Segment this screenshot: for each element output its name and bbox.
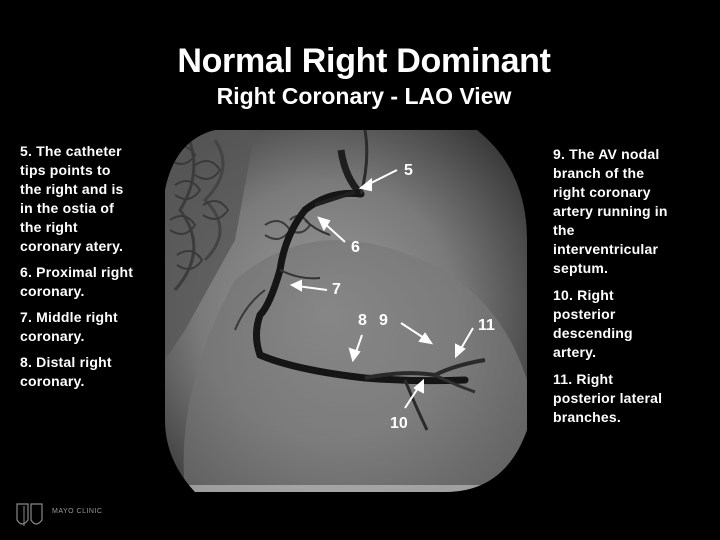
label-6: 6 <box>351 239 360 256</box>
label-11: 11 <box>478 317 495 334</box>
logo-text: MAYO CLINIC <box>52 508 103 515</box>
note-6: 6. Proximal right coronary. <box>20 264 134 299</box>
slide-subtitle: Right Coronary - LAO View <box>216 83 512 109</box>
label-5: 5 <box>404 162 413 179</box>
note-9: 9. The AV nodal branch of the right coronary artery running in the interventricular septum. <box>553 146 668 276</box>
right-notes <box>553 145 713 435</box>
note-10: 10. Right posterior descending artery. <box>553 287 633 360</box>
angiogram-image <box>165 130 527 492</box>
left-notes <box>20 142 175 398</box>
label-7: 7 <box>332 281 341 298</box>
note-11: 11. Right posterior lateral branches. <box>553 371 663 425</box>
mayo-logo-icon <box>14 500 124 530</box>
label-8: 8 <box>358 312 367 329</box>
note-7: 7. Middle right coronary. <box>20 309 118 344</box>
note-5: 5. The catheter tips points to the right and is in the ostia of the right coronary atery. <box>20 143 124 254</box>
label-10: 10 <box>390 415 408 432</box>
note-8: 8. Distal right coronary. <box>20 354 112 389</box>
slide-title: Normal Right Dominant <box>177 42 551 80</box>
label-9: 9 <box>379 312 388 329</box>
